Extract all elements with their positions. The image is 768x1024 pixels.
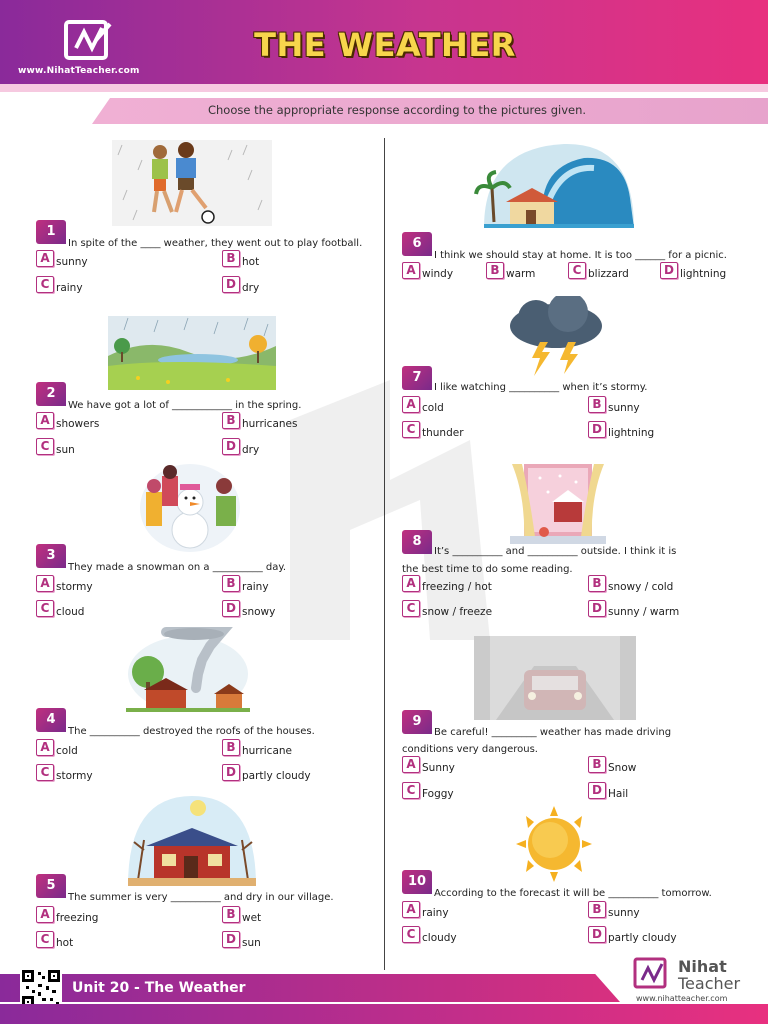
option-label: partly cloudy	[608, 932, 677, 944]
sun-icon	[512, 806, 596, 882]
option-label: rainy	[242, 581, 269, 593]
option-label: hot	[56, 937, 74, 949]
question-text-continued: conditions very dangerous.	[402, 744, 538, 755]
option-letter-badge: C	[36, 600, 54, 617]
answer-option-a[interactable]	[402, 575, 492, 593]
option-letter-badge: B	[588, 756, 606, 773]
answer-option-d[interactable]	[222, 764, 311, 782]
answer-option-d[interactable]	[222, 276, 259, 294]
answer-option-a[interactable]	[36, 906, 98, 924]
answer-option-b[interactable]	[588, 575, 673, 593]
option-label: Snow	[608, 762, 637, 774]
answer-option-d[interactable]	[222, 438, 259, 456]
option-label: snowy	[242, 606, 276, 618]
footer-unit-title: Unit 20 - The Weather	[72, 980, 246, 996]
windy-storm-illustration	[474, 138, 640, 228]
option-label: blizzard	[588, 268, 629, 280]
brand-url: www.nihatteacher.com	[636, 994, 728, 1003]
option-letter-badge: D	[222, 276, 240, 293]
option-letter-badge: B	[222, 250, 240, 267]
option-label: cloudy	[422, 932, 457, 944]
option-label: stormy	[56, 770, 93, 782]
logo-url: www.NihatTeacher.com	[18, 66, 140, 76]
option-letter-badge: D	[222, 600, 240, 617]
snowman-illustration	[136, 462, 242, 556]
answer-option-a[interactable]	[402, 262, 453, 280]
question-text: I like watching __________ when it’s stormy.	[434, 382, 648, 393]
option-label: Hail	[608, 788, 629, 800]
option-label: cloud	[56, 606, 85, 618]
option-letter-badge: C	[402, 782, 420, 799]
foggy-road-illustration	[474, 636, 636, 720]
option-label: snowy / cold	[608, 581, 674, 593]
question-number: 5	[36, 874, 66, 898]
nihat-teacher-logo-icon	[62, 18, 114, 64]
question-number: 1	[36, 220, 66, 244]
option-label: partly cloudy	[242, 770, 311, 782]
option-label: cold	[56, 745, 78, 757]
header-stripe	[0, 84, 768, 92]
option-label: sunny / warm	[608, 606, 680, 618]
question-text: The __________ destroyed the roofs of the houses.	[68, 726, 315, 737]
option-letter-badge: B	[222, 739, 240, 756]
answer-option-d[interactable]	[588, 421, 654, 439]
question-text: We have got a lot of ____________ in the spring.	[68, 400, 302, 411]
answer-option-d[interactable]	[588, 600, 679, 618]
answer-option-c[interactable]	[36, 276, 83, 294]
option-label: freezing / hot	[422, 581, 492, 593]
question-text-continued: the best time to do some reading.	[402, 564, 573, 575]
answer-option-d[interactable]	[588, 926, 677, 944]
question-number: 10	[402, 870, 432, 894]
question-number: 9	[402, 710, 432, 734]
question-text: They made a snowman on a __________ day.	[68, 562, 287, 573]
tornado-illustration	[126, 626, 250, 712]
spring-showers-illustration	[108, 316, 276, 390]
answer-option-b[interactable]	[222, 412, 297, 430]
answer-option-a[interactable]	[36, 250, 88, 268]
option-letter-badge: C	[402, 421, 420, 438]
answer-option-a[interactable]	[36, 412, 99, 430]
option-letter-badge: A	[36, 250, 54, 267]
answer-option-d[interactable]	[660, 262, 726, 280]
option-label: dry	[242, 444, 260, 456]
option-letter-badge: C	[36, 276, 54, 293]
option-letter-badge: C	[568, 262, 586, 279]
option-letter-badge: D	[222, 931, 240, 948]
answer-option-c[interactable]	[36, 764, 93, 782]
question-number: 4	[36, 708, 66, 732]
option-letter-badge: D	[222, 438, 240, 455]
option-label: thunder	[422, 427, 464, 439]
answer-option-a[interactable]	[36, 739, 78, 757]
option-label: sunny	[56, 256, 88, 268]
answer-option-c[interactable]	[402, 926, 457, 944]
option-letter-badge: A	[402, 756, 420, 773]
option-letter-badge: D	[588, 600, 606, 617]
option-letter-badge: D	[588, 421, 606, 438]
hot-summer-illustration	[124, 790, 260, 886]
option-letter-badge: D	[660, 262, 678, 279]
option-letter-badge: B	[588, 396, 606, 413]
option-letter-badge: A	[36, 739, 54, 756]
answer-option-d[interactable]	[222, 600, 275, 618]
answer-option-b[interactable]	[222, 739, 292, 757]
answer-option-c[interactable]	[36, 600, 84, 618]
option-label: hurricanes	[242, 418, 298, 430]
option-letter-badge: D	[222, 764, 240, 781]
question-number: 6	[402, 232, 432, 256]
option-label: rainy	[56, 282, 83, 294]
option-label: warm	[506, 268, 536, 280]
answer-option-c[interactable]	[36, 438, 75, 456]
option-label: showers	[56, 418, 100, 430]
option-letter-badge: D	[588, 926, 606, 943]
option-letter-badge: A	[402, 262, 420, 279]
option-letter-badge: D	[588, 782, 606, 799]
snowy-window-illustration	[510, 458, 606, 548]
answer-option-d[interactable]	[588, 782, 628, 800]
option-label: Sunny	[422, 762, 455, 774]
question-text: I think we should stay at home. It is too ______ for a picnic.	[434, 250, 727, 261]
question-number: 2	[36, 382, 66, 406]
option-letter-badge: A	[36, 906, 54, 923]
instruction-text: Choose the appropriate response according to the pictures given.	[207, 103, 587, 117]
option-letter-badge: A	[36, 575, 54, 592]
option-label: wet	[242, 912, 262, 924]
nihat-teacher-brand-icon	[632, 956, 672, 992]
option-label: hot	[242, 256, 260, 268]
answer-option-a[interactable]	[402, 901, 449, 919]
question-text: According to the forecast it will be __________ tomorrow.	[434, 888, 712, 899]
option-letter-badge: A	[402, 396, 420, 413]
option-label: Foggy	[422, 788, 454, 800]
answer-option-d[interactable]	[222, 931, 261, 949]
question-number: 7	[402, 366, 432, 390]
question-text: It’s __________ and __________ outside. I think it is	[434, 546, 677, 557]
answer-option-c[interactable]	[402, 421, 464, 439]
answer-option-b[interactable]	[486, 262, 535, 280]
question-text: The summer is very __________ and dry in our village.	[68, 892, 334, 903]
question-number: 8	[402, 530, 432, 554]
option-label: sunny	[608, 402, 640, 414]
brand-name: Nihat Teacher	[678, 957, 741, 993]
option-letter-badge: B	[588, 575, 606, 592]
question-number: 3	[36, 544, 66, 568]
page-title: THE WEATHER	[254, 26, 516, 64]
option-label: dry	[242, 282, 260, 294]
option-label: hurricane	[242, 745, 292, 757]
option-letter-badge: C	[36, 931, 54, 948]
option-label: freezing	[56, 912, 99, 924]
option-label: cold	[422, 402, 444, 414]
option-label: sun	[242, 937, 261, 949]
question-text: In spite of the ____ weather, they went out to play football.	[68, 238, 363, 249]
option-letter-badge: A	[402, 575, 420, 592]
option-label: sun	[56, 444, 75, 456]
answer-option-c[interactable]	[36, 931, 73, 949]
answer-option-a[interactable]	[402, 756, 455, 774]
option-letter-badge: C	[402, 600, 420, 617]
option-label: windy	[422, 268, 454, 280]
answer-option-c[interactable]	[568, 262, 629, 280]
footer-bottom-strip	[0, 1004, 768, 1024]
answer-option-b[interactable]	[222, 575, 269, 593]
option-label: lightning	[680, 268, 727, 280]
option-letter-badge: C	[402, 926, 420, 943]
answer-option-a[interactable]	[36, 575, 93, 593]
option-letter-badge: C	[36, 438, 54, 455]
option-letter-badge: B	[222, 575, 240, 592]
answer-option-b[interactable]	[222, 250, 259, 268]
answer-option-b[interactable]	[588, 396, 640, 414]
football-in-rain-illustration	[112, 140, 272, 226]
answer-option-b[interactable]	[588, 901, 640, 919]
option-label: sunny	[608, 907, 640, 919]
answer-option-c[interactable]	[402, 782, 454, 800]
option-letter-badge: B	[222, 412, 240, 429]
thunder-cloud-icon	[506, 296, 606, 380]
option-label: lightning	[608, 427, 655, 439]
option-label: stormy	[56, 581, 93, 593]
option-letter-badge: A	[36, 412, 54, 429]
option-label: rainy	[422, 907, 449, 919]
option-letter-badge: B	[588, 901, 606, 918]
option-letter-badge: B	[222, 906, 240, 923]
option-letter-badge: B	[486, 262, 504, 279]
option-label: snow / freeze	[422, 606, 493, 618]
answer-option-c[interactable]	[402, 600, 492, 618]
answer-option-b[interactable]	[588, 756, 636, 774]
question-text: Be careful! _________ weather has made driving	[434, 727, 672, 738]
option-letter-badge: C	[36, 764, 54, 781]
answer-option-b[interactable]	[222, 906, 261, 924]
option-letter-badge: A	[402, 901, 420, 918]
answer-option-a[interactable]	[402, 396, 444, 414]
